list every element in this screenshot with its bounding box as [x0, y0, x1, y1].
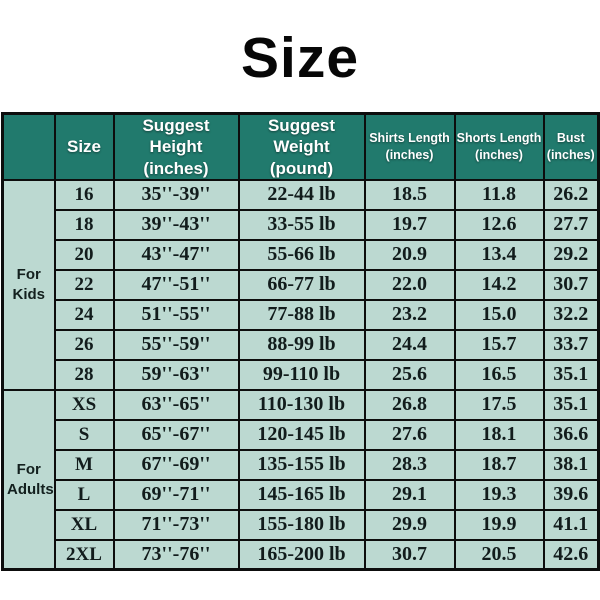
table-cell: 16.5 [455, 360, 544, 390]
size-cell: 18 [55, 210, 114, 240]
table-row [3, 210, 599, 240]
table-cell: 110-130 lb [239, 390, 365, 420]
table-cell: 42.6 [544, 540, 599, 570]
table-row [3, 270, 599, 300]
table-cell: 36.6 [544, 420, 599, 450]
table-cell: 32.2 [544, 300, 599, 330]
table-cell: 43''-47'' [114, 240, 239, 270]
table-cell: 120-145 lb [239, 420, 365, 450]
table-cell: 67''-69'' [114, 450, 239, 480]
table-cell: 35.1 [544, 360, 599, 390]
table-cell: 12.6 [455, 210, 544, 240]
size-cell: XL [55, 510, 114, 540]
table-row [3, 420, 599, 450]
table-cell: 35.1 [544, 390, 599, 420]
size-cell: 22 [55, 270, 114, 300]
table-cell: 55-66 lb [239, 240, 365, 270]
header-row [3, 114, 599, 180]
table-cell: 51''-55'' [114, 300, 239, 330]
table-cell: 55''-59'' [114, 330, 239, 360]
table-cell: 24.4 [365, 330, 455, 360]
header-cell-suggest-weight [239, 114, 365, 180]
table-cell: 11.8 [455, 180, 544, 210]
header-subtitle: (inches) [546, 147, 595, 162]
table-cell: 77-88 lb [239, 300, 365, 330]
table-cell: 69''-71'' [114, 480, 239, 510]
size-cell: XS [55, 390, 114, 420]
table-row [3, 300, 599, 330]
header-cell-shorts-length [455, 114, 544, 180]
table-row [3, 450, 599, 480]
table-cell: 29.1 [365, 480, 455, 510]
header-title: Suggest Weight [267, 116, 336, 157]
table-cell: 29.2 [544, 240, 599, 270]
table-cell: 30.7 [544, 270, 599, 300]
table-cell: 99-110 lb [239, 360, 365, 390]
table-cell: 15.7 [455, 330, 544, 360]
table-cell: 18.1 [455, 420, 544, 450]
table-cell: 88-99 lb [239, 330, 365, 360]
table-cell: 73''-76'' [114, 540, 239, 570]
table-cell: 28.3 [365, 450, 455, 480]
table-cell: 18.7 [455, 450, 544, 480]
table-cell: 135-155 lb [239, 450, 365, 480]
header-cell-bust [544, 114, 599, 180]
size-chart-table [1, 112, 600, 571]
header-title: Shorts Length [456, 131, 542, 145]
header-cell-group [3, 114, 55, 180]
table-cell: 30.7 [365, 540, 455, 570]
table-cell: 27.6 [365, 420, 455, 450]
size-cell: L [55, 480, 114, 510]
table-row [3, 510, 599, 540]
table-row [3, 240, 599, 270]
table-cell: 155-180 lb [239, 510, 365, 540]
header-subtitle: (pound) [269, 158, 334, 178]
header-subtitle: (inches) [143, 158, 209, 178]
table-cell: 19.9 [455, 510, 544, 540]
table-cell: 14.2 [455, 270, 544, 300]
table-cell: 25.6 [365, 360, 455, 390]
table-cell: 23.2 [365, 300, 455, 330]
table-cell: 38.1 [544, 450, 599, 480]
table-cell: 63''-65'' [114, 390, 239, 420]
table-cell: 13.4 [455, 240, 544, 270]
table-cell: 59''-63'' [114, 360, 239, 390]
table-row [3, 360, 599, 390]
table-cell: 27.7 [544, 210, 599, 240]
table-cell: 39.6 [544, 480, 599, 510]
table-cell: 35''-39'' [114, 180, 239, 210]
header-subtitle: (inches) [385, 147, 434, 162]
table-cell: 18.5 [365, 180, 455, 210]
table-cell: 71''-73'' [114, 510, 239, 540]
table-cell: 22.0 [365, 270, 455, 300]
table-cell: 47''-51'' [114, 270, 239, 300]
table-cell: 145-165 lb [239, 480, 365, 510]
table-cell: 165-200 lb [239, 540, 365, 570]
size-cell: 26 [55, 330, 114, 360]
size-cell: 2XL [55, 540, 114, 570]
table-cell: 66-77 lb [239, 270, 365, 300]
header-title: Suggest Height [142, 116, 210, 157]
table-row [3, 180, 599, 210]
table-cell: 39''-43'' [114, 210, 239, 240]
header-cell-shirts-length [365, 114, 455, 180]
header-cell-suggest-height [114, 114, 239, 180]
size-cell: 20 [55, 240, 114, 270]
group-label-for-adults: For Adults [3, 390, 55, 570]
table-cell: 33-55 lb [239, 210, 365, 240]
table-cell: 20.5 [455, 540, 544, 570]
table-cell: 17.5 [455, 390, 544, 420]
size-cell: M [55, 450, 114, 480]
table-cell: 19.3 [455, 480, 544, 510]
table-cell: 26.2 [544, 180, 599, 210]
table-cell: 26.8 [365, 390, 455, 420]
table-row [3, 540, 599, 570]
header-subtitle: (inches) [475, 147, 523, 162]
group-label-for-kids: For Kids [3, 180, 55, 390]
size-cell: S [55, 420, 114, 450]
table-cell: 41.1 [544, 510, 599, 540]
table-row [3, 330, 599, 360]
table-cell: 29.9 [365, 510, 455, 540]
page-title: Size [240, 26, 360, 90]
size-chart-container [1, 112, 599, 571]
header-title: Size [66, 137, 102, 157]
header-cell-size [55, 114, 114, 180]
size-cell: 24 [55, 300, 114, 330]
table-cell: 33.7 [544, 330, 599, 360]
table-row [3, 390, 599, 420]
header-title: Bust [556, 131, 585, 145]
table-cell: 19.7 [365, 210, 455, 240]
table-cell: 20.9 [365, 240, 455, 270]
size-cell: 28 [55, 360, 114, 390]
table-cell: 15.0 [455, 300, 544, 330]
table-cell: 22-44 lb [239, 180, 365, 210]
table-row [3, 480, 599, 510]
size-cell: 16 [55, 180, 114, 210]
table-cell: 65''-67'' [114, 420, 239, 450]
header-title: Shirts Length [369, 131, 450, 145]
